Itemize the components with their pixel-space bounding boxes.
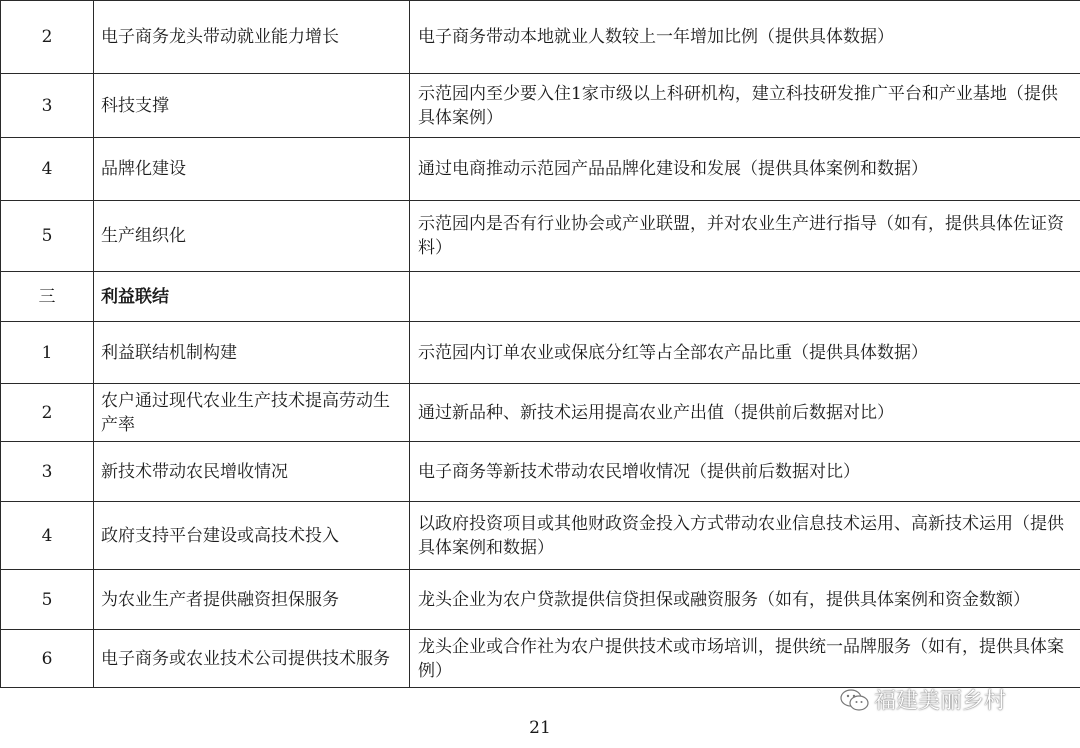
row-detail: 示范园内至少要入住1家市级以上科研机构，建立科技研发推广平台和产业基地（提供具体案例） xyxy=(410,74,1080,138)
row-number: 3 xyxy=(1,442,94,502)
page-number: 21 xyxy=(529,718,551,738)
table-row xyxy=(1,442,1080,502)
table-row xyxy=(1,138,1080,201)
row-item: 为农业生产者提供融资担保服务 xyxy=(94,570,410,630)
watermark xyxy=(840,684,1006,715)
table-row xyxy=(1,384,1080,442)
table-row xyxy=(1,502,1080,570)
row-item: 新技术带动农民增收情况 xyxy=(94,442,410,502)
table-row xyxy=(1,322,1080,384)
table-row xyxy=(1,201,1080,272)
row-number: 1 xyxy=(1,322,94,384)
row-number: 5 xyxy=(1,201,94,272)
table-row xyxy=(1,74,1080,138)
row-item: 电子商务龙头带动就业能力增长 xyxy=(94,1,410,74)
wechat-icon xyxy=(840,688,870,712)
row-item: 生产组织化 xyxy=(94,201,410,272)
table-row xyxy=(1,630,1080,688)
row-number: 6 xyxy=(1,630,94,688)
row-detail: 以政府投资项目或其他财政资金投入方式带动农业信息技术运用、高新技术运用（提供具体案例和数据） xyxy=(410,502,1080,570)
row-number: 2 xyxy=(1,1,94,74)
table-row xyxy=(1,1,1080,74)
table-row xyxy=(1,570,1080,630)
row-detail xyxy=(410,272,1080,322)
row-detail: 示范园内是否有行业协会或产业联盟，并对农业生产进行指导（如有，提供具体佐证资料） xyxy=(410,201,1080,272)
row-item: 政府支持平台建设或高技术投入 xyxy=(94,502,410,570)
row-item: 品牌化建设 xyxy=(94,138,410,201)
row-number: 2 xyxy=(1,384,94,442)
row-number: 5 xyxy=(1,570,94,630)
row-detail: 通过新品种、新技术运用提高农业产出值（提供前后数据对比） xyxy=(410,384,1080,442)
row-detail: 龙头企业或合作社为农户提供技术或市场培训，提供统一品牌服务（如有，提供具体案例） xyxy=(410,630,1080,688)
watermark-text: 福建美丽乡村 xyxy=(874,689,1007,714)
section-number: 三 xyxy=(1,272,94,322)
row-number: 4 xyxy=(1,502,94,570)
section-title: 利益联结 xyxy=(94,272,410,322)
row-detail: 电子商务带动本地就业人数较上一年增加比例（提供具体数据） xyxy=(410,1,1080,74)
row-detail: 电子商务等新技术带动农民增收情况（提供前后数据对比） xyxy=(410,442,1080,502)
row-detail: 龙头企业为农户贷款提供信贷担保或融资服务（如有，提供具体案例和资金数额） xyxy=(410,570,1080,630)
row-item: 农户通过现代农业生产技术提高劳动生产率 xyxy=(94,384,410,442)
row-detail: 通过电商推动示范园产品品牌化建设和发展（提供具体案例和数据） xyxy=(410,138,1080,201)
row-item: 科技支撑 xyxy=(94,74,410,138)
row-detail: 示范园内订单农业或保底分红等占全部农产品比重（提供具体数据） xyxy=(410,322,1080,384)
section-header-row xyxy=(1,272,1080,322)
row-number: 4 xyxy=(1,138,94,201)
row-item: 电子商务或农业技术公司提供技术服务 xyxy=(94,630,410,688)
row-number: 3 xyxy=(1,74,94,138)
row-item: 利益联结机制构建 xyxy=(94,322,410,384)
